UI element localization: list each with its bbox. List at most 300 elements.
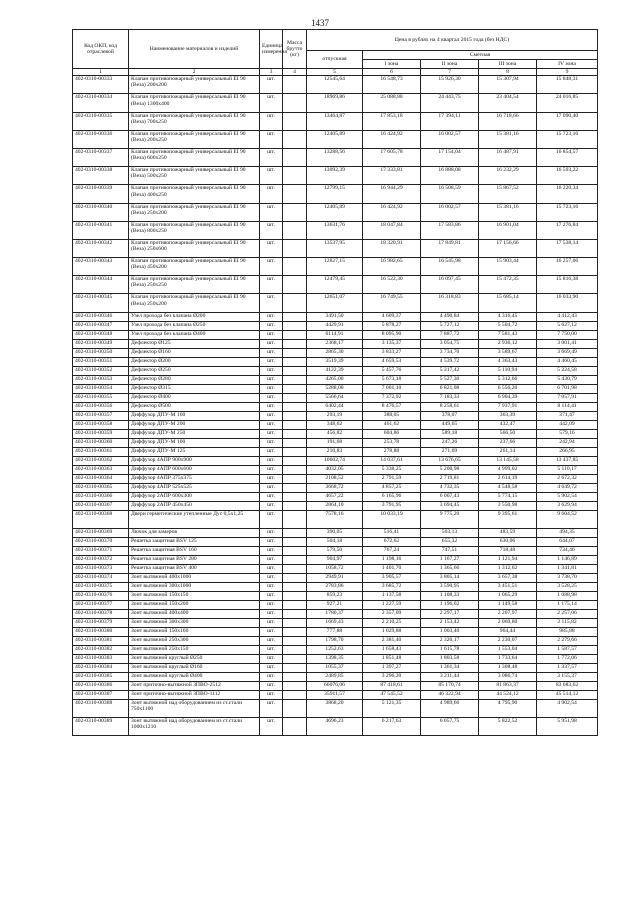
row-name: Диффузор 2АПР 600х300: [129, 492, 260, 501]
table-row: [73, 483, 598, 492]
row-mass: [283, 636, 307, 645]
table-row: [73, 276, 598, 294]
column-index: 4: [283, 69, 307, 76]
row-price-zone-1: 17 333,81: [363, 167, 421, 185]
column-index: 6: [363, 69, 421, 76]
row-mass: [283, 690, 307, 699]
header-otpusk: отпускная: [307, 51, 363, 69]
row-price-zone-1: 16 944,29: [363, 185, 421, 203]
row-price-otpusk: 191,68: [307, 438, 363, 447]
table-row: [73, 221, 598, 239]
row-mass: [283, 483, 307, 492]
row-mass: [283, 492, 307, 501]
table-row: [73, 645, 598, 654]
row-name: Клапан противопожарный универсальный EI 90 (Веза) 250х200: [129, 294, 260, 312]
row-price-zone-2: 7 887,72: [421, 330, 479, 339]
row-price-zone-3: 15 381,16: [479, 130, 537, 148]
row-price-zone-3: 7 937,91: [479, 402, 537, 411]
row-mass: [283, 339, 307, 348]
row-price-zone-2: 17 849,81: [421, 239, 479, 257]
row-unit: шт.: [260, 94, 283, 112]
row-price-zone-3: 81 863,37: [479, 681, 537, 690]
row-price-zone-2: 449,65: [421, 420, 479, 429]
row-price-otpusk: 3668,72: [307, 483, 363, 492]
row-price-otpusk: 18969,86: [307, 94, 363, 112]
row-code: 402-0310-00333: [73, 76, 129, 94]
row-mass: [283, 420, 307, 429]
row-unit: шт.: [260, 483, 283, 492]
row-price-zone-4: 3 001,41: [537, 339, 598, 348]
table-row: [73, 130, 598, 148]
row-mass: [283, 600, 307, 609]
header-zone-2: II зона: [421, 60, 479, 69]
row-mass: [283, 148, 307, 166]
row-unit: шт.: [260, 420, 283, 429]
row-name: Зонт вытяжной 250х150: [129, 645, 260, 654]
row-unit: шт.: [260, 699, 283, 717]
row-price-zone-2: 8 258,61: [421, 402, 479, 411]
row-price-zone-1: 278,88: [363, 447, 421, 456]
row-price-otpusk: 1058,72: [307, 564, 363, 573]
row-price-zone-3: 4 363,43: [479, 357, 537, 366]
row-name: Зонт вытяжной 300х1000: [129, 582, 260, 591]
row-price-zone-3: 15 867,52: [479, 185, 537, 203]
row-mass: [283, 366, 307, 375]
row-code: 402-0310-00351: [73, 357, 129, 366]
row-unit: шт.: [260, 393, 283, 402]
row-price-zone-1: 5 673,18: [363, 375, 421, 384]
row-unit: шт.: [260, 447, 283, 456]
row-price-zone-1: 516,41: [363, 528, 421, 537]
row-name: Диффузор 2АПР 450х450: [129, 501, 260, 510]
row-price-zone-4: 9 604,52: [537, 510, 598, 528]
row-unit: шт.: [260, 321, 283, 330]
table-row: [73, 582, 598, 591]
header-name: Наименование материалов и изделий: [129, 30, 260, 69]
row-price-zone-4: 3 669,49: [537, 348, 598, 357]
row-code: 402-0310-00389: [73, 718, 129, 736]
row-price-zone-3: 2 069,80: [479, 618, 537, 627]
row-price-zone-3: 363,39: [479, 411, 537, 420]
row-price-zone-1: 253,78: [363, 438, 421, 447]
row-unit: шт.: [260, 555, 283, 564]
row-price-zone-4: 2 115,82: [537, 618, 598, 627]
row-mass: [283, 645, 307, 654]
row-price-zone-3: 1 308,48: [479, 663, 537, 672]
row-price-zone-4: 7 750,00: [537, 330, 598, 339]
row-name: Зонт вытяжной 250х300: [129, 636, 260, 645]
row-mass: [283, 203, 307, 221]
header-zone-4: IV зона: [537, 60, 598, 69]
row-price-zone-4: 24 016,85: [537, 94, 598, 112]
row-code: 402-0310-00383: [73, 654, 129, 663]
row-code: 402-0310-00370: [73, 537, 129, 546]
row-price-zone-1: 18 320,91: [363, 239, 421, 257]
row-price-zone-1: 17 853,18: [363, 112, 421, 130]
row-price-zone-4: 5 224,58: [537, 366, 598, 375]
row-price-otpusk: 927,21: [307, 600, 363, 609]
row-price-zone-3: 2 230,07: [479, 636, 537, 645]
row-price-zone-2: 3 054,75: [421, 339, 479, 348]
table-row: [73, 636, 598, 645]
row-price-zone-1: 5 121,35: [363, 699, 421, 717]
row-mass: [283, 447, 307, 456]
row-name: Зонт вытяжной 300х300: [129, 618, 260, 627]
row-price-zone-4: 734,46: [537, 546, 598, 555]
row-name: Двери герметические утепленные Дус 0,5х1,25: [129, 510, 260, 528]
row-price-zone-3: 237,66: [479, 438, 537, 447]
row-unit: шт.: [260, 528, 283, 537]
row-mass: [283, 474, 307, 483]
row-code: 402-0310-00362: [73, 456, 129, 465]
row-price-zone-2: 655,32: [421, 537, 479, 546]
row-price-zone-1: 1 401,70: [363, 564, 421, 573]
row-price-zone-1: 8 095,90: [363, 330, 421, 339]
row-price-otpusk: 2489,85: [307, 672, 363, 681]
row-unit: шт.: [260, 546, 283, 555]
row-price-otpusk: 13092,39: [307, 167, 363, 185]
row-price-zone-1: 17 605,78: [363, 148, 421, 166]
row-price-zone-4: 16 257,06: [537, 258, 598, 276]
row-code: 402-0310-00343: [73, 258, 129, 276]
row-code: 402-0310-00337: [73, 148, 129, 166]
row-price-zone-3: 17 156,66: [479, 239, 537, 257]
row-name: Зонт вытяжной круглый Ø160: [129, 663, 260, 672]
row-mass: [283, 456, 307, 465]
row-price-zone-4: 17 090,40: [537, 112, 598, 130]
row-unit: шт.: [260, 645, 283, 654]
column-index: 5: [307, 69, 363, 76]
row-mass: [283, 654, 307, 663]
row-price-otpusk: 904,97: [307, 555, 363, 564]
row-price-zone-2: 4 539,72: [421, 357, 479, 366]
row-price-zone-3: 23 404,54: [479, 94, 537, 112]
row-unit: шт.: [260, 465, 283, 474]
row-mass: [283, 384, 307, 393]
row-price-zone-3: 2 207,97: [479, 609, 537, 618]
row-price-zone-3: 2 936,12: [479, 339, 537, 348]
row-price-otpusk: 293,19: [307, 411, 363, 420]
row-price-zone-4: 1 587,57: [537, 645, 598, 654]
row-price-zone-2: 503,13: [421, 528, 479, 537]
row-price-otpusk: 5566,64: [307, 393, 363, 402]
row-price-zone-2: 16 318,83: [421, 294, 479, 312]
row-name: Клапан противопожарный универсальный EI 90 (Веза) 200х200: [129, 76, 260, 94]
row-price-zone-3: 15 381,16: [479, 203, 537, 221]
table-row: [73, 618, 598, 627]
table-row: [73, 321, 598, 330]
row-price-zone-3: 15 903,44: [479, 258, 537, 276]
row-price-zone-3: 7 581,43: [479, 330, 537, 339]
row-price-zone-1: 6 217,63: [363, 718, 421, 736]
row-name: Клапан противопожарный универсальный EI 90 (Веза) 450х200: [129, 258, 260, 276]
table-row: [73, 447, 598, 456]
row-price-zone-3: 15 685,14: [479, 294, 537, 312]
table-row: [73, 690, 598, 699]
table-row: [73, 348, 598, 357]
row-price-zone-3: 5 110,94: [479, 366, 537, 375]
row-price-zone-4: 17 276,84: [537, 221, 598, 239]
row-mass: [283, 321, 307, 330]
row-price-zone-4: 15 723,16: [537, 130, 598, 148]
row-price-otpusk: 12827,15: [307, 258, 363, 276]
row-price-zone-2: 1 196,02: [421, 600, 479, 609]
row-name: Диффузор ДПУ-М 200: [129, 420, 260, 429]
row-price-zone-2: 2 297,17: [421, 609, 479, 618]
row-price-zone-4: 442,09: [537, 420, 598, 429]
row-unit: шт.: [260, 718, 283, 736]
row-price-zone-4: 83 683,62: [537, 681, 598, 690]
row-price-zone-2: 1 108,33: [421, 591, 479, 600]
row-price-zone-2: 9 775,20: [421, 510, 479, 528]
table-row: [73, 672, 598, 681]
row-price-zone-2: 747,51: [421, 546, 479, 555]
row-price-otpusk: 1798,70: [307, 636, 363, 645]
row-name: Клапан противопожарный универсальный EI 90 (Веза) 800х250: [129, 221, 260, 239]
row-price-otpusk: 6114,91: [307, 330, 363, 339]
row-price-zone-3: 566,50: [479, 429, 537, 438]
row-price-otpusk: 1055,37: [307, 663, 363, 672]
row-name: Дефлектор Ø160: [129, 348, 260, 357]
row-code: 402-0310-00344: [73, 276, 129, 294]
row-price-zone-2: 4 490,84: [421, 312, 479, 321]
row-price-zone-3: 1 733,64: [479, 654, 537, 663]
row-price-zone-1: 1 198,16: [363, 555, 421, 564]
row-code: 402-0310-00381: [73, 636, 129, 645]
row-code: 402-0310-00380: [73, 627, 129, 636]
row-price-zone-1: 16 982,65: [363, 258, 421, 276]
row-unit: шт.: [260, 384, 283, 393]
row-price-zone-4: 1 175,14: [537, 600, 598, 609]
row-price-otpusk: 12405,89: [307, 130, 363, 148]
row-mass: [283, 681, 307, 690]
row-mass: [283, 276, 307, 294]
row-code: 402-0310-00354: [73, 384, 129, 393]
row-price-zone-3: 6 556,20: [479, 384, 537, 393]
row-mass: [283, 564, 307, 573]
row-mass: [283, 348, 307, 357]
row-price-zone-3: 16 718,66: [479, 112, 537, 130]
row-mass: [283, 465, 307, 474]
row-price-otpusk: 1398,35: [307, 654, 363, 663]
row-code: 402-0310-00335: [73, 112, 129, 130]
price-table: [72, 29, 598, 736]
row-code: 402-0310-00372: [73, 555, 129, 564]
row-unit: шт.: [260, 112, 283, 130]
column-index: 7: [421, 69, 479, 76]
row-price-zone-2: 46 322,94: [421, 690, 479, 699]
row-mass: [283, 411, 307, 420]
row-price-otpusk: 348,62: [307, 420, 363, 429]
row-unit: шт.: [260, 76, 283, 94]
row-price-otpusk: 2949,91: [307, 573, 363, 582]
row-code: 402-0310-00338: [73, 167, 129, 185]
row-name: Узел прохода без клапана Ø200: [129, 312, 260, 321]
row-name: Диффузор 4АПР 375х375: [129, 474, 260, 483]
row-unit: шт.: [260, 582, 283, 591]
row-name: Клапан противопожарный универсальный EI 90 (Веза) 200х250: [129, 130, 260, 148]
row-price-zone-1: 672,62: [363, 537, 421, 546]
row-price-zone-4: 4 460,45: [537, 357, 598, 366]
row-name: Зонт вытяжной 150х200: [129, 600, 260, 609]
row-name: Зонт приточно-вытяжной ЗПВО-1112: [129, 690, 260, 699]
row-price-otpusk: 13631,76: [307, 221, 363, 239]
row-price-otpusk: 777,88: [307, 627, 363, 636]
row-price-zone-3: 5 822,52: [479, 718, 537, 736]
row-price-otpusk: 1252,63: [307, 645, 363, 654]
table-row: [73, 528, 598, 537]
row-price-zone-3: 1 553,04: [479, 645, 537, 654]
row-unit: шт.: [260, 609, 283, 618]
row-price-zone-4: 5 951,98: [537, 718, 598, 736]
table-row: [73, 384, 598, 393]
row-price-zone-1: 4 609,37: [363, 312, 421, 321]
row-price-zone-1: 18 047,84: [363, 221, 421, 239]
row-code: 402-0310-00384: [73, 663, 129, 672]
table-row: [73, 573, 598, 582]
row-mass: [283, 510, 307, 528]
row-price-zone-1: 2 210,25: [363, 618, 421, 627]
row-price-otpusk: 12405,89: [307, 203, 363, 221]
table-row: [73, 555, 598, 564]
row-unit: шт.: [260, 429, 283, 438]
row-code: 402-0310-00382: [73, 645, 129, 654]
row-price-zone-3: 4 999,02: [479, 465, 537, 474]
table-row: [73, 357, 598, 366]
row-price-zone-4: 985,88: [537, 627, 598, 636]
table-row: [73, 564, 598, 573]
table-row: [73, 627, 598, 636]
table-row: [73, 474, 598, 483]
row-code: 402-0310-00373: [73, 564, 129, 573]
row-price-zone-4: 494,35: [537, 528, 598, 537]
row-name: Диффузор ДПУ-М 250: [129, 429, 260, 438]
row-mass: [283, 537, 307, 546]
row-unit: шт.: [260, 276, 283, 294]
row-price-zone-3: 964,44: [479, 627, 537, 636]
row-unit: шт.: [260, 148, 283, 166]
row-code: 402-0310-00348: [73, 330, 129, 339]
row-name: Решетка защитная BSV 125: [129, 537, 260, 546]
row-price-zone-2: 3 694,45: [421, 501, 479, 510]
row-name: Зонт вытяжной 150х150: [129, 591, 260, 600]
row-code: 402-0310-00387: [73, 690, 129, 699]
table-row: [73, 456, 598, 465]
row-price-otpusk: 4265,00: [307, 375, 363, 384]
row-price-zone-3: 6 904,39: [479, 393, 537, 402]
row-price-otpusk: 10602,74: [307, 456, 363, 465]
row-price-zone-2: 1 361,34: [421, 663, 479, 672]
row-code: 402-0310-00353: [73, 375, 129, 384]
row-price-zone-2: 1 365,66: [421, 564, 479, 573]
row-name: Клапан противопожарный универсальный EI 90 (Веза) 600х250: [129, 148, 260, 166]
row-price-zone-3: 3 657,38: [479, 573, 537, 582]
row-code: 402-0310-00378: [73, 609, 129, 618]
row-price-otpusk: 1669,43: [307, 618, 363, 627]
table-row: [73, 420, 598, 429]
row-price-zone-1: 3 791,95: [363, 501, 421, 510]
row-unit: шт.: [260, 330, 283, 339]
row-mass: [283, 429, 307, 438]
row-price-zone-2: 1 615,78: [421, 645, 479, 654]
row-unit: шт.: [260, 411, 283, 420]
row-price-otpusk: 456,82: [307, 429, 363, 438]
row-price-zone-1: 767,24: [363, 546, 421, 555]
row-price-zone-3: 2 614,19: [479, 474, 537, 483]
row-price-zone-3: 5 312,66: [479, 375, 537, 384]
row-unit: шт.: [260, 654, 283, 663]
row-price-zone-2: 16 002,57: [421, 203, 479, 221]
table-row: [73, 465, 598, 474]
row-unit: шт.: [260, 438, 283, 447]
row-name: Клапан противопожарный универсальный EI 90 (Веза) 250х250: [129, 276, 260, 294]
row-price-otpusk: 7578,16: [307, 510, 363, 528]
row-code: 402-0310-00376: [73, 591, 129, 600]
row-price-otpusk: 4032,05: [307, 465, 363, 474]
row-mass: [283, 294, 307, 312]
row-price-zone-4: 644,07: [537, 537, 598, 546]
row-name: Клапан противопожарный универсальный EI 90 (Веза) 400х250: [129, 185, 260, 203]
row-price-otpusk: 2368,17: [307, 339, 363, 348]
row-code: 402-0310-00352: [73, 366, 129, 375]
row-price-zone-3: 16 901,04: [479, 221, 537, 239]
row-unit: шт.: [260, 130, 283, 148]
row-code: 402-0310-00366: [73, 492, 129, 501]
row-name: Узел прохода без клапана Ø250: [129, 321, 260, 330]
table-row: [73, 203, 598, 221]
row-unit: шт.: [260, 258, 283, 276]
row-unit: шт.: [260, 510, 283, 528]
row-price-zone-1: 4 659,53: [363, 357, 421, 366]
header-smetnaya: Сметная: [363, 51, 598, 60]
row-unit: шт.: [260, 348, 283, 357]
row-price-zone-3: 1 065,29: [479, 591, 537, 600]
row-price-zone-2: 5 200,98: [421, 465, 479, 474]
row-price-zone-3: 1 149,58: [479, 600, 537, 609]
row-price-otpusk: 6402,44: [307, 402, 363, 411]
row-unit: шт.: [260, 492, 283, 501]
row-price-zone-1: 6 165,96: [363, 492, 421, 501]
row-price-zone-1: 1 227,59: [363, 600, 421, 609]
row-name: Зонт вытяжной над оборудованием из ст.стали 1000х1210: [129, 718, 260, 736]
row-price-zone-2: 16 002,57: [421, 130, 479, 148]
row-name: Зонт вытяжной 400х400: [129, 609, 260, 618]
row-price-otpusk: 5288,00: [307, 384, 363, 393]
row-price-zone-3: 16 232,29: [479, 167, 537, 185]
table-row: [73, 609, 598, 618]
row-price-zone-2: 17 394,11: [421, 112, 479, 130]
row-price-otpusk: 66076,06: [307, 681, 363, 690]
row-name: Клапан противопожарный универсальный EI 90 (Веза) 250х600: [129, 239, 260, 257]
row-price-zone-1: 8 476,57: [363, 402, 421, 411]
row-price-zone-4: 1 146,89: [537, 555, 598, 564]
row-unit: шт.: [260, 672, 283, 681]
row-code: 402-0310-00360: [73, 438, 129, 447]
row-price-zone-1: 16 522,30: [363, 276, 421, 294]
row-unit: шт.: [260, 618, 283, 627]
row-price-zone-3: 44 524,12: [479, 690, 537, 699]
header-mass: Масса брутто (кг): [283, 30, 307, 69]
row-price-zone-2: 4 732,35: [421, 483, 479, 492]
row-code: 402-0310-00341: [73, 221, 129, 239]
table-row: [73, 699, 598, 717]
row-price-zone-3: 3 589,67: [479, 348, 537, 357]
row-mass: [283, 167, 307, 185]
row-price-zone-2: 2 719,81: [421, 474, 479, 483]
row-price-zone-4: 16 854,57: [537, 148, 598, 166]
row-price-zone-4: 15 723,16: [537, 203, 598, 221]
row-price-zone-2: 247,26: [421, 438, 479, 447]
